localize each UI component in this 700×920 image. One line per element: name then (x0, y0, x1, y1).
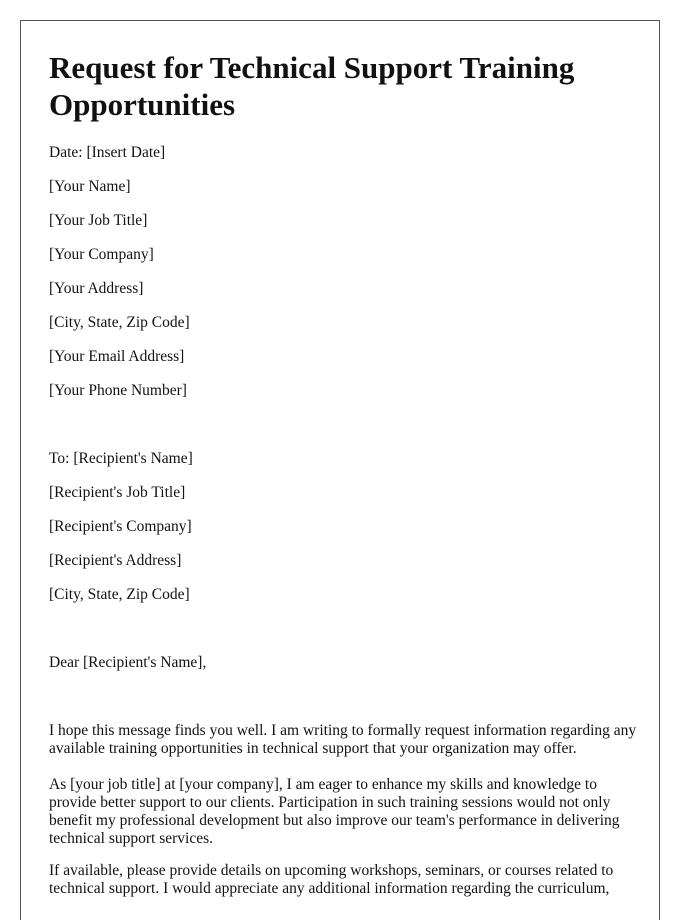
sender-job-title: [Your Job Title] (49, 212, 148, 229)
salutation: Dear [Recipient's Name], (49, 654, 207, 671)
recipient-name: To: [Recipient's Name] (49, 450, 193, 467)
sender-email: [Your Email Address] (49, 348, 185, 365)
recipient-job-title: [Recipient's Job Title] (49, 484, 186, 501)
recipient-company: [Recipient's Company] (49, 518, 192, 535)
letter-title: Request for Technical Support Training Opportunities (49, 50, 575, 122)
body-paragraph: I hope this message finds you well. I am writing to formally request information regarding any available training opportunities in technical support that your organization may offer. (49, 722, 637, 757)
recipient-address: [Recipient's Address] (49, 552, 182, 569)
date-line: Date: [Insert Date] (49, 144, 166, 161)
sender-phone: [Your Phone Number] (49, 382, 187, 399)
body-paragraph: As [your job title] at [your company], I am eager to enhance my skills and knowledge to provide better support to our clients. Participation in such training sessions would not only benefit my professional development but also improve our team's performance in delivering technical support services. (49, 776, 620, 847)
sender-name: [Your Name] (49, 178, 131, 195)
sender-company: [Your Company] (49, 246, 154, 263)
sender-city-state-zip: [City, State, Zip Code] (49, 314, 190, 331)
body-paragraph: If available, please provide details on upcoming workshops, seminars, or courses related to technical support. I would appreciate any additional information regarding the curriculum, (49, 862, 614, 897)
sender-address: [Your Address] (49, 280, 144, 297)
recipient-city-state-zip: [City, State, Zip Code] (49, 586, 190, 603)
letter-page (20, 20, 660, 920)
